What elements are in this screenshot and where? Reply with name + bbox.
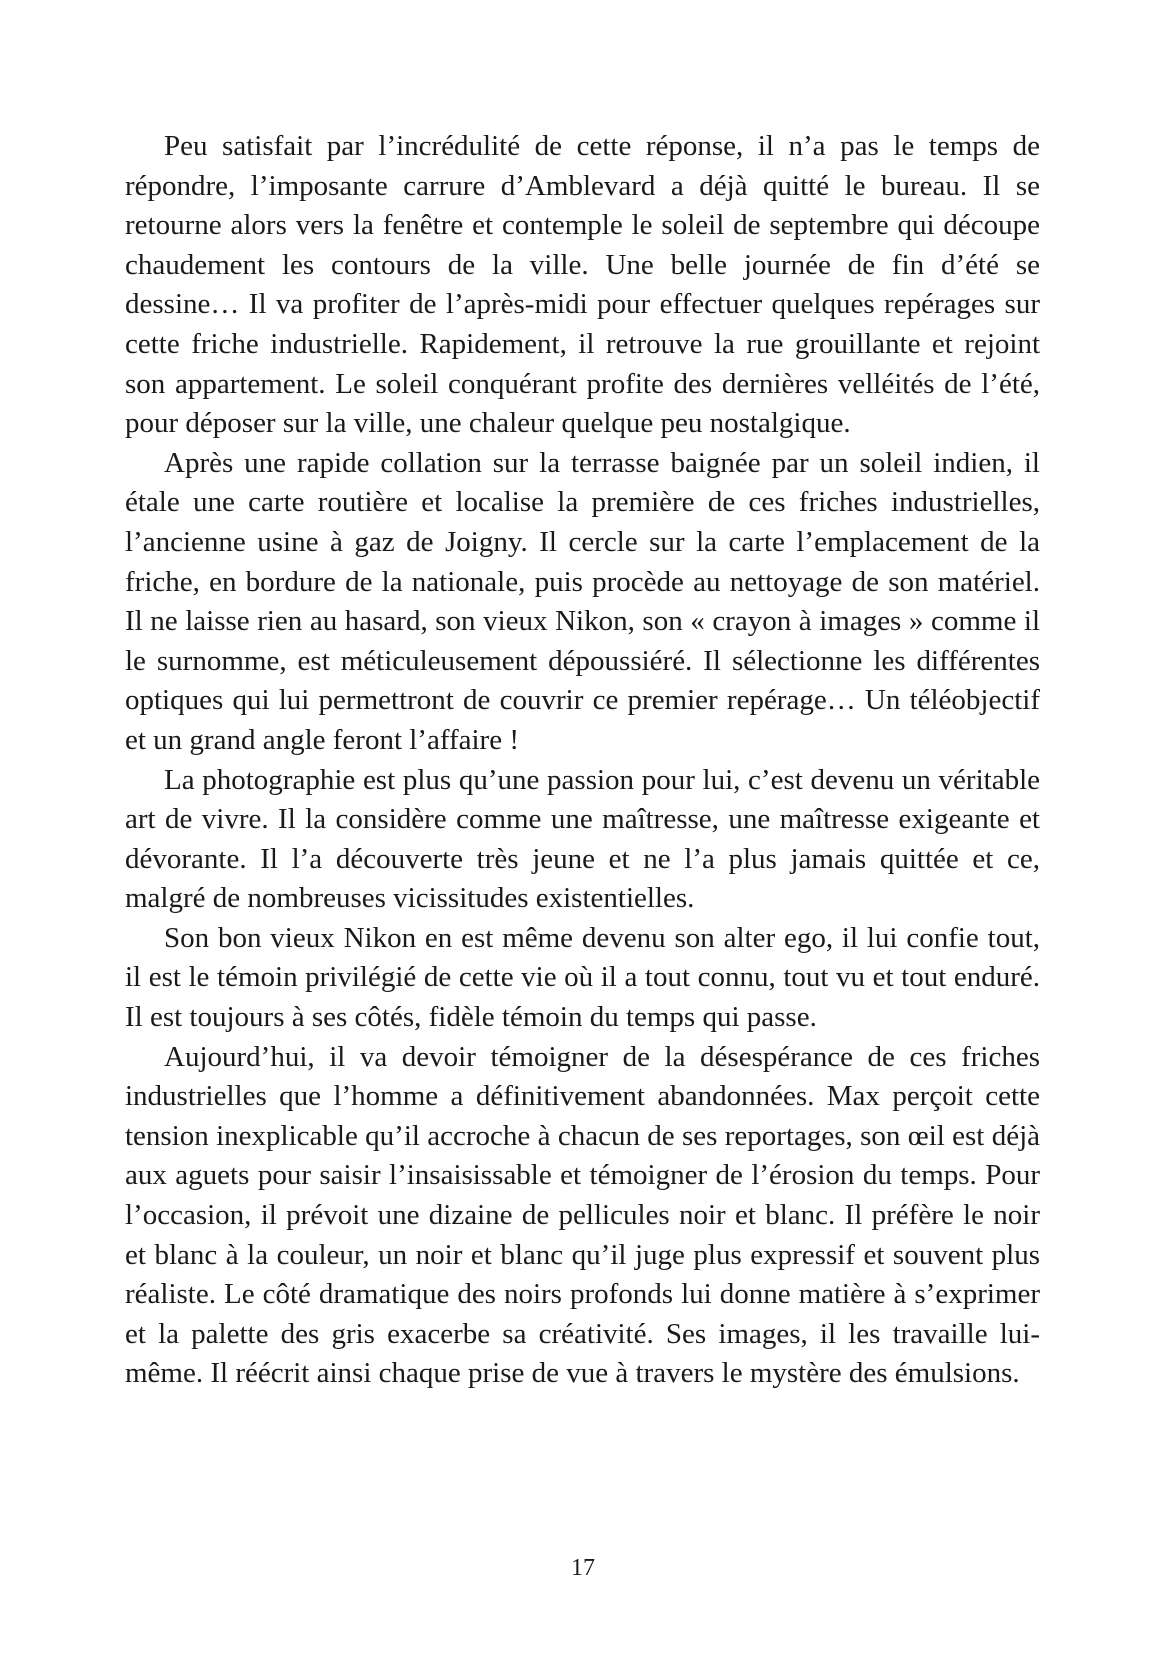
paragraph-1: Peu satisfait par l’incrédulité de cette réponse, il n’a pas le temps de répondre, l’imposante carrure d’Amblevard a déjà quitté le bureau. Il se retourne alors vers la fenêtre et contemple le soleil de septembre qui découpe chaudement les contours de la ville. Une belle journée de fin d’été se dessine… Il va profiter de l’après-midi pour effectuer quelques repérages sur cette friche industrielle. Rapidement, il retrouve la rue grouillante et rejoint son appartement. Le soleil conquérant profite des dernières velléités de l’été, pour déposer sur la ville, une chaleur quelque peu nostalgique.: [125, 130, 1040, 440]
page-number: 17: [571, 1555, 595, 1581]
paragraph-4: Son bon vieux Nikon en est même devenu son alter ego, il lui confie tout, il est le témoin privilégié de cette vie où il a tout connu, tout vu et tout enduré. Il est toujours à ses côtés, fidèle témoin du temps qui passe.: [125, 921, 1040, 1034]
paragraph-2: Après une rapide collation sur la terrasse baignée par un soleil indien, il étale une carte routière et localise la première de ces friches industrielles, l’ancienne usine à gaz de Joigny. Il cercle sur la carte l’emplacement de la friche, en bordure de la nationale, puis procède au nettoyage de son matériel. Il ne laisse rien au hasard, son vieux Nikon, son « crayon à images » comme il le surnomme, est méticuleusement dépoussiéré. Il sélectionne les différentes optiques qui lui permettront de couvrir ce premier repérage… Un téléobjectif et un grand angle feront l’affaire !: [125, 446, 1040, 756]
paragraph-3: La photographie est plus qu’une passion pour lui, c’est devenu un véritable art de vivre. Il la considère comme une maîtresse, une maîtresse exigeante et dévorante. Il l’a découverte très jeune et ne l’a plus jamais quittée et ce, malgré de nombreuses vicissitudes existentielles.: [125, 763, 1040, 915]
paragraph-5: Aujourd’hui, il va devoir témoigner de la désespérance de ces friches industrielles que l’homme a définitivement abandonnées. Max perçoit cette tension inexplicable qu’il accroche à chacun de ses reportages, son œil est déjà aux aguets pour saisir l’insaisissable et témoigner de l’érosion du temps. Pour l’occasion, il prévoit une dizaine de pellicules noir et blanc. Il préfère le noir et blanc à la couleur, un noir et blanc qu’il juge plus expressif et souvent plus réaliste. Le côté dramatique des noirs profonds lui donne matière à s’exprimer et la palette des gris exacerbe sa créativité. Ses images, il les travaille lui-même. Il réécrit ainsi chaque prise de vue à travers le mystère des émulsions.: [125, 1040, 1040, 1390]
body-text: [125, 127, 1040, 1394]
